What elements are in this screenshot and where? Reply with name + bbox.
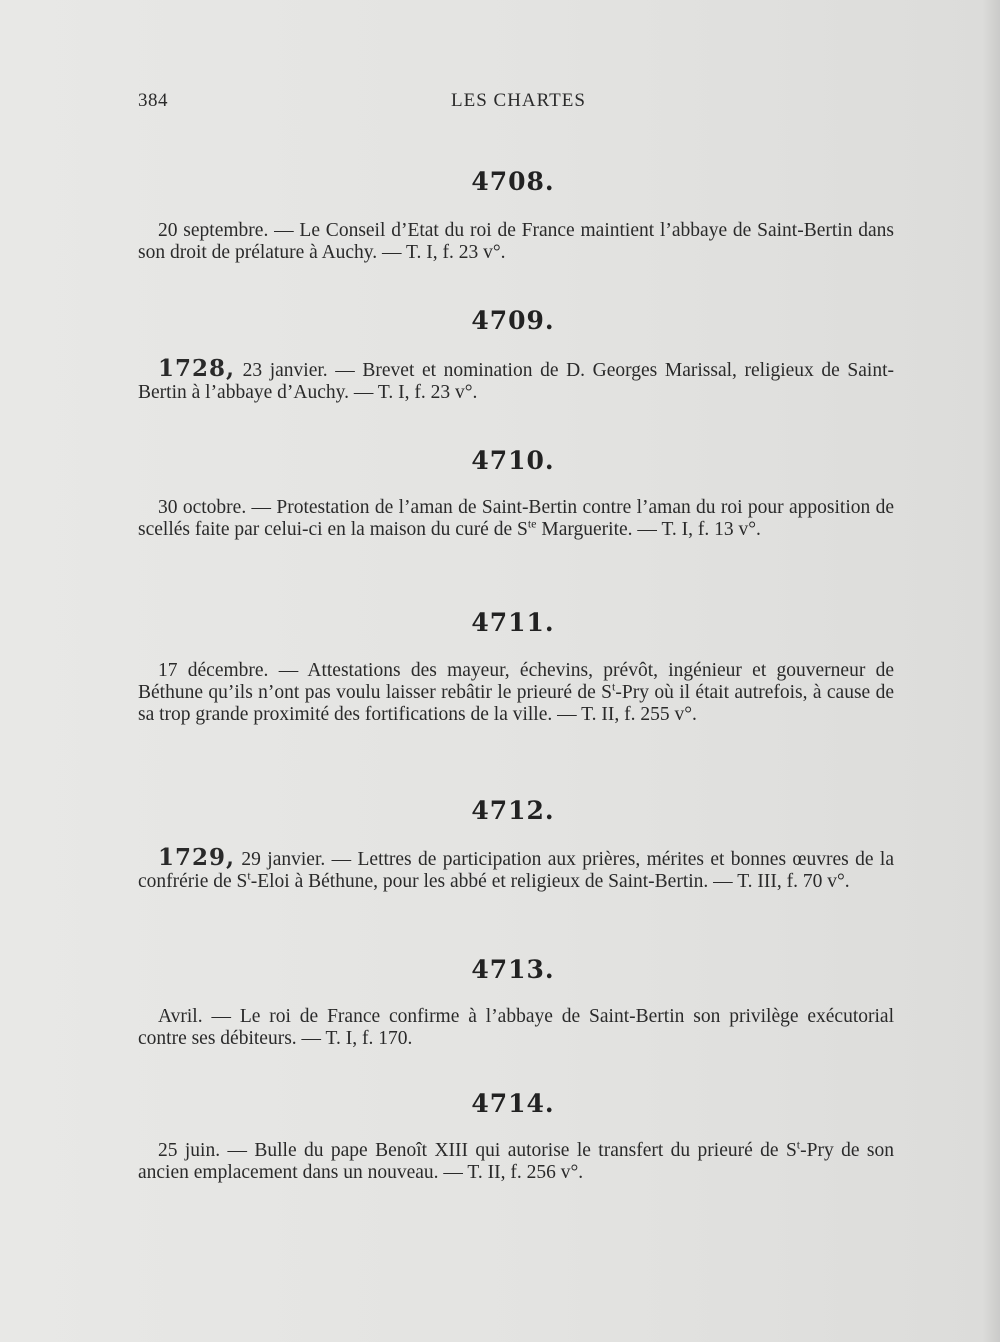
entry-body: 17 décembre. — Attestations des mayeur, échevins, prévôt, ingénieur et gouverneur de Béthune qu’ils n’ont pas voulu laisser rebâtir le prieuré de S xyxy=(138,660,894,703)
entry-body: 30 octobre. — Protestation de l’aman de Saint-Bertin contre l’aman du roi pour apposition de scellés faite par celui-ci en la maison du curé de S xyxy=(138,497,894,540)
page-header xyxy=(138,90,898,120)
superscript: te xyxy=(527,516,537,531)
running-head: LES CHARTES xyxy=(451,90,586,111)
entry-number-4714: 4714. xyxy=(471,1089,555,1118)
entry-number-4712: 4712. xyxy=(471,796,555,825)
entry-year: 1729, xyxy=(158,844,236,871)
superscript: t xyxy=(612,679,616,694)
entry-body: 29 janvier. — Lettres de participation aux prières, mérites et bonnes œuvres de la confrérie de S xyxy=(138,849,894,892)
superscript: t xyxy=(247,868,251,883)
entry-text-4708 xyxy=(138,220,894,264)
entry-text-4714 xyxy=(138,1137,894,1184)
entry-text-4712 xyxy=(138,844,894,893)
page-number: 384 xyxy=(138,90,168,111)
entry-body: 20 septembre. — Le Conseil d’Etat du roi de France maintient l’abbaye de Saint-Bertin dans son droit de prélature à Auchy. — T. I, f. 23 v°. xyxy=(138,220,894,263)
page-edge-shadow xyxy=(982,0,1000,1342)
entry-number-4709: 4709. xyxy=(471,306,555,335)
entry-number-4710: 4710. xyxy=(471,446,555,475)
entry-body: Avril. — Le roi de France confirme à l’abbaye de Saint-Bertin son privilège exécutorial contre ses débiteurs. — T. I, f. 170. xyxy=(138,1006,894,1049)
entry-text-4710 xyxy=(138,497,894,541)
entry-body: 23 janvier. — Brevet et nomination de D. Georges Marissal, religieux de Saint-Bertin à l’abbaye d’Auchy. — T. I, f. 23 v°. xyxy=(138,360,894,403)
entry-body-continued: -Pry de son ancien emplacement dans un nouveau. — T. II, f. 256 v°. xyxy=(138,1140,894,1183)
entry-text-4711 xyxy=(138,660,894,726)
entry-text-4709 xyxy=(138,355,894,404)
entry-year: 1728, xyxy=(158,355,236,382)
entry-text-4713 xyxy=(138,1006,894,1050)
entry-body-continued: -Eloi à Béthune, pour les abbé et religieux de Saint-Bertin. — T. III, f. 70 v°. xyxy=(250,871,850,892)
entry-body: 25 juin. — Bulle du pape Benoît XIII qui autorise le transfert du prieuré de S xyxy=(158,1140,797,1161)
entry-number-4708: 4708. xyxy=(471,167,555,196)
entry-number-4713: 4713. xyxy=(471,955,555,984)
entry-body-continued: -Pry où il était autrefois, à cause de sa trop grande proximité des fortifications de la ville. — T. II, f. 255 v°. xyxy=(138,682,894,725)
entry-body-continued: Marguerite. — T. I, f. 13 v°. xyxy=(536,519,761,540)
superscript: t xyxy=(796,1137,801,1152)
entry-number-4711: 4711. xyxy=(471,608,555,637)
